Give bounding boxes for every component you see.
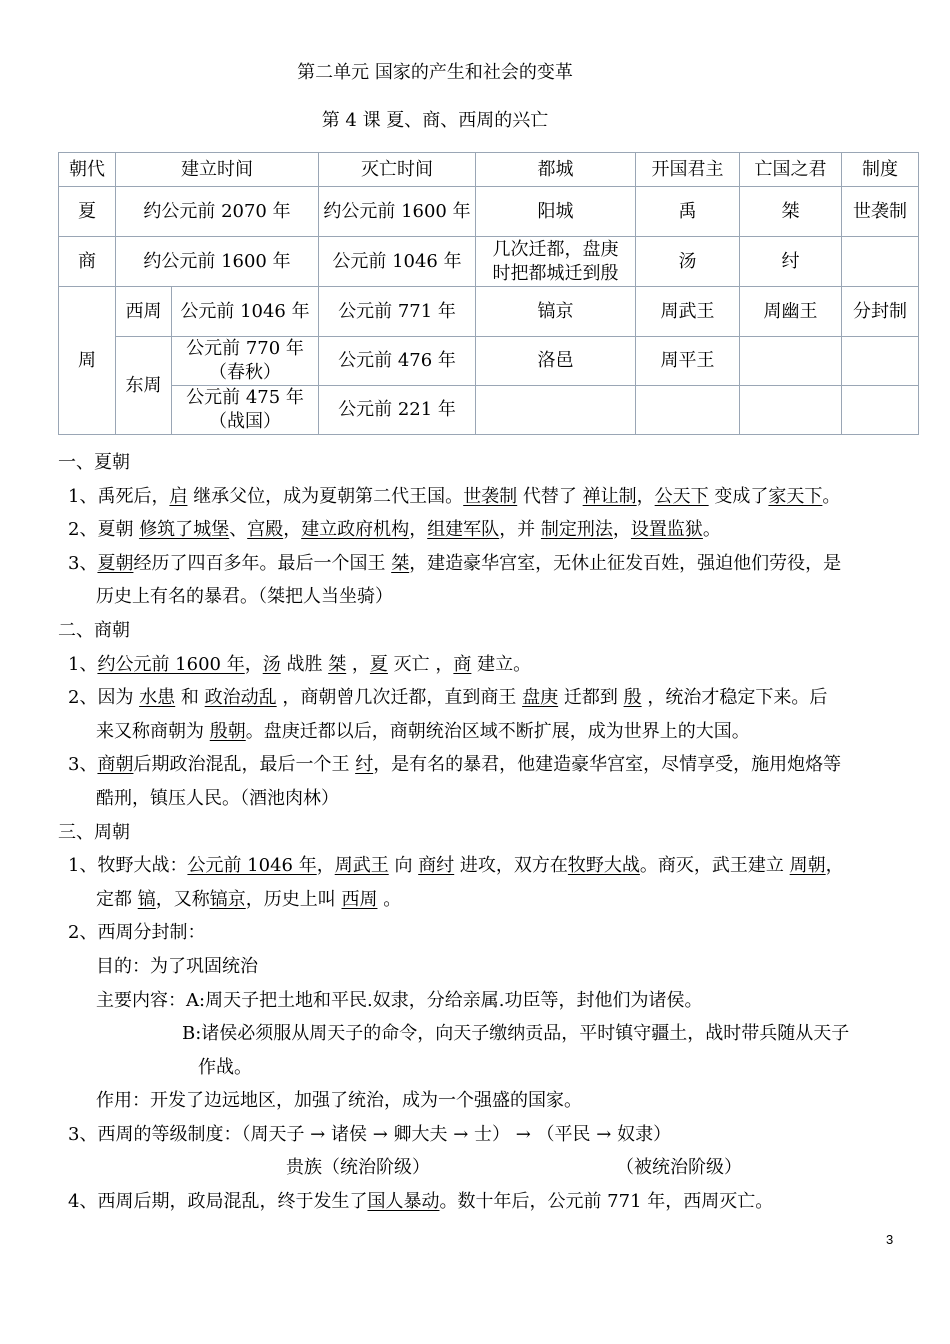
header-cell: 建立时间 xyxy=(116,153,319,187)
table-cell: 公元前 476 年 xyxy=(319,337,476,386)
table-cell: 世袭制 xyxy=(842,187,919,237)
table-cell xyxy=(476,237,636,287)
note-line: 2、夏朝 修筑了城堡、宫殿，建立政府机构，组建军队，并 制定刑法，设置监狱。 xyxy=(68,519,721,541)
note-line: B:诸侯必须服从周天子的命令，向天子缴纳贡品，平时镇守疆土，战时带兵随从天子 xyxy=(182,1023,850,1045)
note-line: 1、牧野大战：公元前 1046 年，周武王 向 商纣 进攻，双方在牧野大战。商灭，武王建立 周朝， xyxy=(68,855,844,877)
header-cell: 灭亡时间 xyxy=(319,153,476,187)
table-cell: 东周 xyxy=(116,337,172,435)
table-cell xyxy=(172,386,319,435)
header-cell: 亡国之君 xyxy=(740,153,842,187)
table-cell: 洛邑 xyxy=(476,337,636,386)
note-line: 酷刑，镇压人民。（酒池肉林） xyxy=(96,787,339,809)
table-cell: 汤 xyxy=(636,237,740,287)
table-cell: 周武王 xyxy=(636,287,740,337)
table-cell: 约公元前 1600 年 xyxy=(116,237,319,287)
note-line: 1、约公元前 1600 年，汤 战胜 桀 ，夏 灭亡 ，商 建立。 xyxy=(68,653,532,675)
table-row xyxy=(59,386,919,435)
note-line: 3、西周的等级制度：（周天子 → 诸侯 → 卿大夫 → 士） → （平民 → 奴隶） xyxy=(68,1123,672,1145)
time-line: 公元前 475 年 xyxy=(186,387,304,408)
dynasty-table xyxy=(58,152,919,435)
note-line: 3、夏朝经历了四百多年。最后一个国王 桀，建造豪华宫室，无休止征发百姓，强迫他们劳役，是 xyxy=(68,552,842,574)
table-cell: 禹 xyxy=(636,187,740,237)
notes-body xyxy=(58,446,918,1219)
table-cell xyxy=(172,337,319,386)
table-cell: 分封制 xyxy=(842,287,919,337)
capital-line: 时把都城迁到殷 xyxy=(492,262,619,284)
time-line: （战国） xyxy=(209,411,281,432)
note-line: 来又称商朝为 殷朝。盘庚迁都以后，商朝统治区域不断扩展，成为世界上的大国。 xyxy=(96,720,750,742)
table-cell xyxy=(740,337,842,386)
table-cell xyxy=(636,386,740,435)
table-cell xyxy=(842,337,919,386)
table-cell: 纣 xyxy=(740,237,842,287)
table-cell xyxy=(740,386,842,435)
note-line: 4、西周后期，政局混乱，终于发生了国人暴动。数十年后，公元前 771 年，西周灭亡。 xyxy=(68,1191,774,1213)
table-cell: 公元前 771 年 xyxy=(319,287,476,337)
table-cell: 公元前 1046 年 xyxy=(172,287,319,337)
table-cell: 桀 xyxy=(740,187,842,237)
table-cell: 约公元前 2070 年 xyxy=(116,187,319,237)
table-cell: 西周 xyxy=(116,287,172,337)
header-cell: 制度 xyxy=(842,153,919,187)
note-line: 3、商朝后期政治混乱，最后一个王 纣，是有名的暴君，他建造豪华宫室，尽情享受，施用炮烙等 xyxy=(68,754,842,776)
table-cell: 公元前 1046 年 xyxy=(319,237,476,287)
section-heading: 二、商朝 xyxy=(58,619,130,641)
table-cell: 商 xyxy=(59,237,116,287)
table-cell xyxy=(842,237,919,287)
table-cell xyxy=(476,386,636,435)
time-line: （春秋） xyxy=(209,362,281,383)
table-cell xyxy=(842,386,919,435)
note-line: 2、因为 水患 和 政治动乱 ，商朝曾几次迁都，直到商王 盘庚 迁都到 殷 ，统治才稳定下来。后 xyxy=(68,687,828,709)
capital-line: 几次迁都，盘庚 xyxy=(492,238,619,260)
table-row xyxy=(59,237,919,287)
time-line: 公元前 770 年 xyxy=(186,338,304,359)
table-cell: 周幽王 xyxy=(740,287,842,337)
table-cell: 镐京 xyxy=(476,287,636,337)
section-heading: 三、周朝 xyxy=(58,821,130,843)
table-cell: 阳城 xyxy=(476,187,636,237)
note-line: 目的：为了巩固统治 xyxy=(96,955,258,977)
table-row xyxy=(59,337,919,386)
table-row xyxy=(59,187,919,237)
table-cell: 约公元前 1600 年 xyxy=(319,187,476,237)
note-line: 贵族（统治阶级） （被统治阶级） xyxy=(286,1157,742,1179)
note-line: 定都 镐，又称镐京，历史上叫 西周 。 xyxy=(96,888,402,910)
page-number: 3 xyxy=(886,1232,894,1247)
note-line: 1、禹死后，启 继承父位，成为夏朝第二代王国。世袭制 代替了 禅让制，公天下 变成了家天下。 xyxy=(68,485,841,507)
note-line: 主要内容：A:周天子把土地和平民.奴隶，分给亲属.功臣等，封他们为诸侯。 xyxy=(96,989,703,1011)
table-header-row xyxy=(59,153,919,187)
unit-title: 第二单元 国家的产生和社会的变革 xyxy=(297,62,573,83)
note-line: 作战。 xyxy=(198,1056,252,1078)
header-cell: 都城 xyxy=(476,153,636,187)
table-row xyxy=(59,287,919,337)
note-line: 2、西周分封制： xyxy=(68,922,206,944)
header-cell: 朝代 xyxy=(59,153,116,187)
lesson-title: 第 4 课 夏、商、西周的兴亡 xyxy=(321,110,549,131)
table-cell: 夏 xyxy=(59,187,116,237)
table-cell: 公元前 221 年 xyxy=(319,386,476,435)
table-cell: 周平王 xyxy=(636,337,740,386)
table-cell: 周 xyxy=(59,287,116,435)
note-line: 作用：开发了边远地区，加强了统治，成为一个强盛的国家。 xyxy=(96,1090,582,1112)
note-line: 历史上有名的暴君。（桀把人当坐骑） xyxy=(96,586,393,608)
section-heading: 一、夏朝 xyxy=(58,452,130,473)
header-cell: 开国君主 xyxy=(636,153,740,187)
